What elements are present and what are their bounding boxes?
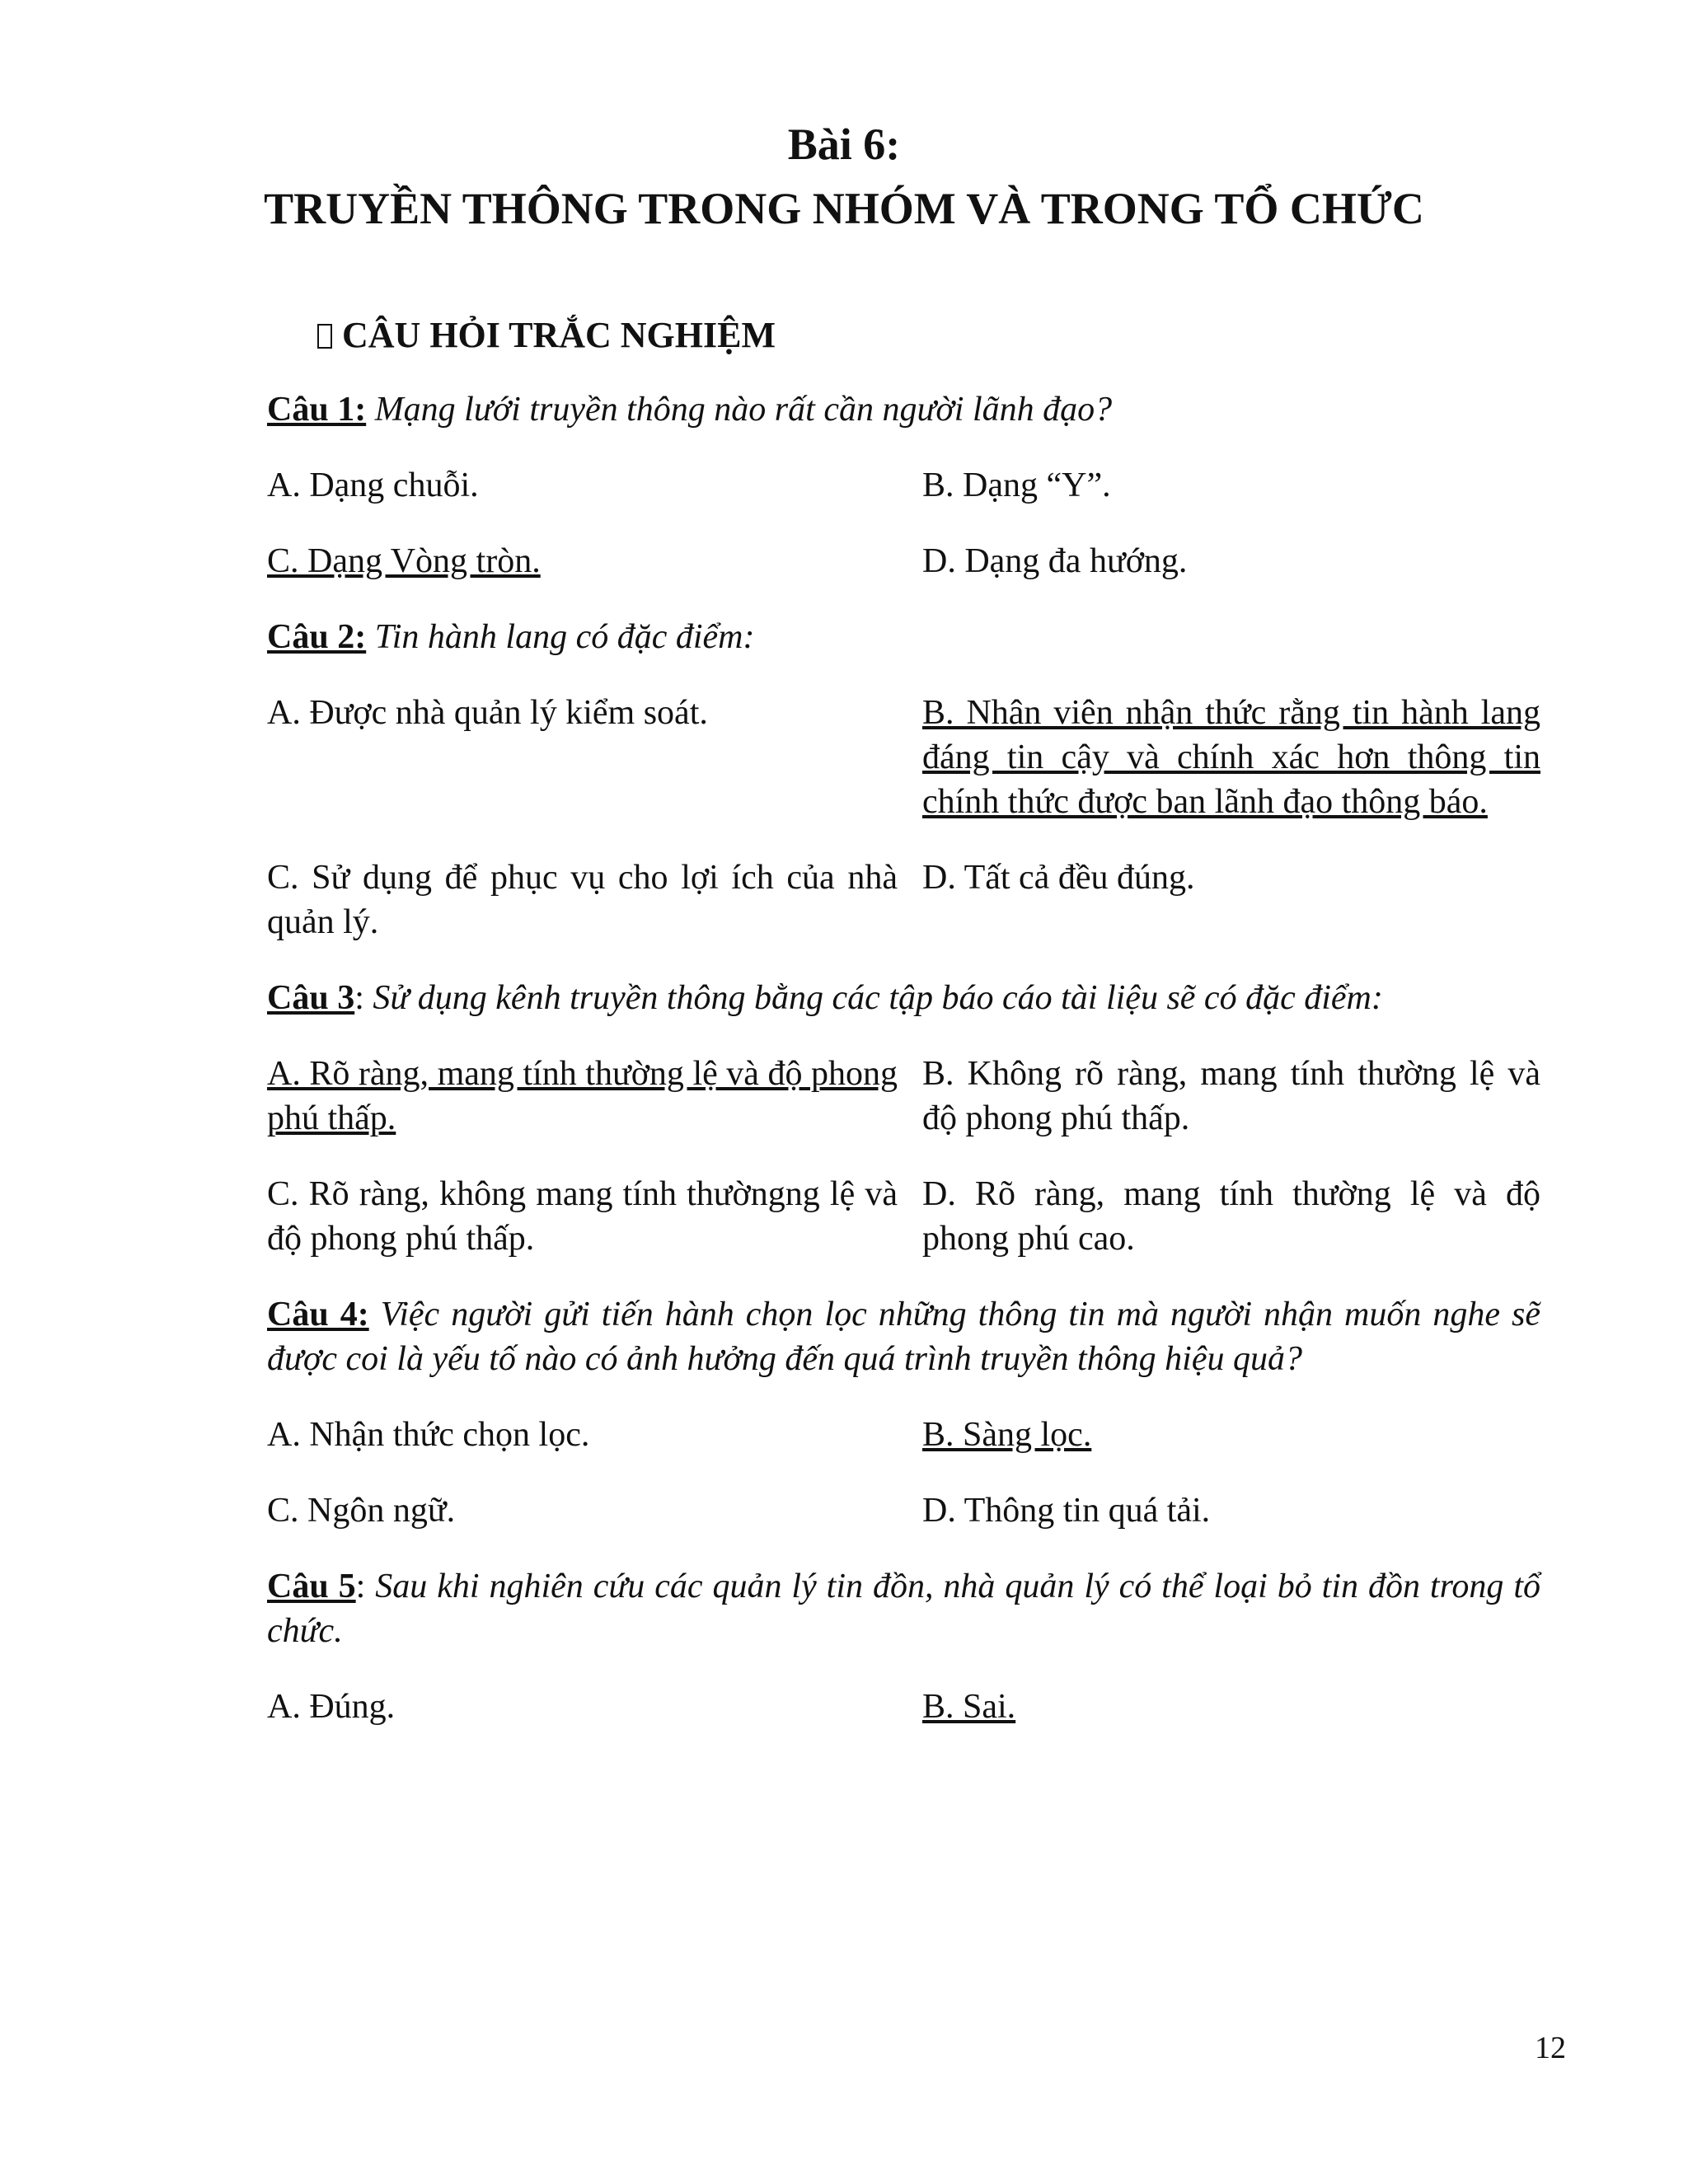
option-d: D. Dạng đa hướng. (922, 542, 1188, 580)
question-text: Việc người gửi tiến hành chọn lọc những thông tin mà người nhận muốn nghe sẽ được coi là yếu tố nào có ảnh hưởng đến quá trình truyền thông hiệu quả? (267, 1296, 1540, 1378)
option-b: B. Dạng “Y”. (922, 466, 1111, 504)
option-b: B. Không rõ ràng, mang tính thường lệ và độ phong phú thấp. (922, 1055, 1540, 1137)
question-text: Sử dụng kênh truyền thông bằng các tập báo cáo tài liệu sẽ có đặc điểm: (373, 979, 1383, 1017)
question-label: Câu 3 (267, 979, 355, 1017)
option-d: D. Tất cả đều đúng. (922, 859, 1195, 897)
question-text: Mạng lưới truyền thông nào rất cần người lãnh đạo? (366, 391, 1113, 429)
question-5-options (267, 1685, 1540, 1729)
question-5 (267, 1564, 1540, 1653)
page-number: 12 (1535, 2031, 1566, 2065)
option-c: C. Rõ ràng, không mang tính thườngng lệ và độ phong phú thấp. (267, 1175, 898, 1258)
question-label: Câu 2: (267, 618, 367, 656)
question-2 (267, 615, 1540, 659)
option-b-correct: B. Nhân viên nhận thức rằng tin hành lang đáng tin cậy và chính xác hơn thông tin chính thức được ban lãnh đạo thông báo. (922, 694, 1540, 821)
option-d: D. Thông tin quá tải. (922, 1492, 1211, 1530)
question-4 (267, 1292, 1540, 1381)
option-b-correct: B. Sai. (922, 1688, 1016, 1726)
question-1-options (267, 463, 1540, 583)
question-text: Sau khi nghiên cứu các quản lý tin đồn, nhà quản lý có thể loại bỏ tin đồn trong tổ chức. (267, 1568, 1540, 1650)
lesson-title: TRUYỀN THÔNG TRONG NHÓM VÀ TRONG TỔ CHỨC (264, 184, 1424, 233)
question-separator: : (354, 979, 373, 1017)
option-c: C. Sử dụng để phục vụ cho lợi ích của nhà quản lý. (267, 859, 898, 941)
bullet-box-icon (317, 324, 332, 349)
section-heading-text: CÂU HỎI TRẮC NGHIỆM (342, 315, 776, 355)
question-label: Câu 5 (267, 1568, 356, 1605)
option-a: A. Dạng chuỗi. (267, 466, 479, 504)
option-d: D. Rõ ràng, mang tính thường lệ và độ phong phú cao. (922, 1175, 1540, 1258)
question-separator: : (355, 1568, 376, 1605)
question-label: Câu 4: (267, 1296, 369, 1333)
question-label: Câu 1: (267, 391, 367, 429)
option-b-correct: B. Sàng lọc. (922, 1416, 1092, 1454)
section-heading (317, 311, 776, 360)
question-1 (267, 387, 1540, 432)
lesson-number: Bài 6: (787, 120, 901, 169)
question-text: Tin hành lang có đặc điểm: (366, 618, 755, 656)
question-3-options (267, 1052, 1540, 1261)
question-3 (267, 976, 1540, 1020)
option-c-correct: C. Dạng Vòng tròn. (267, 542, 541, 580)
option-a: A. Nhận thức chọn lọc. (267, 1416, 590, 1454)
option-a: A. Đúng. (267, 1688, 396, 1726)
question-4-options (267, 1413, 1540, 1533)
option-a-correct: A. Rõ ràng, mang tính thường lệ và độ phong phú thấp. (267, 1055, 898, 1137)
question-list (267, 387, 1540, 1760)
option-a: A. Được nhà quản lý kiểm soát. (267, 694, 708, 732)
question-2-options (267, 691, 1540, 944)
option-c: C. Ngôn ngữ. (267, 1492, 456, 1530)
